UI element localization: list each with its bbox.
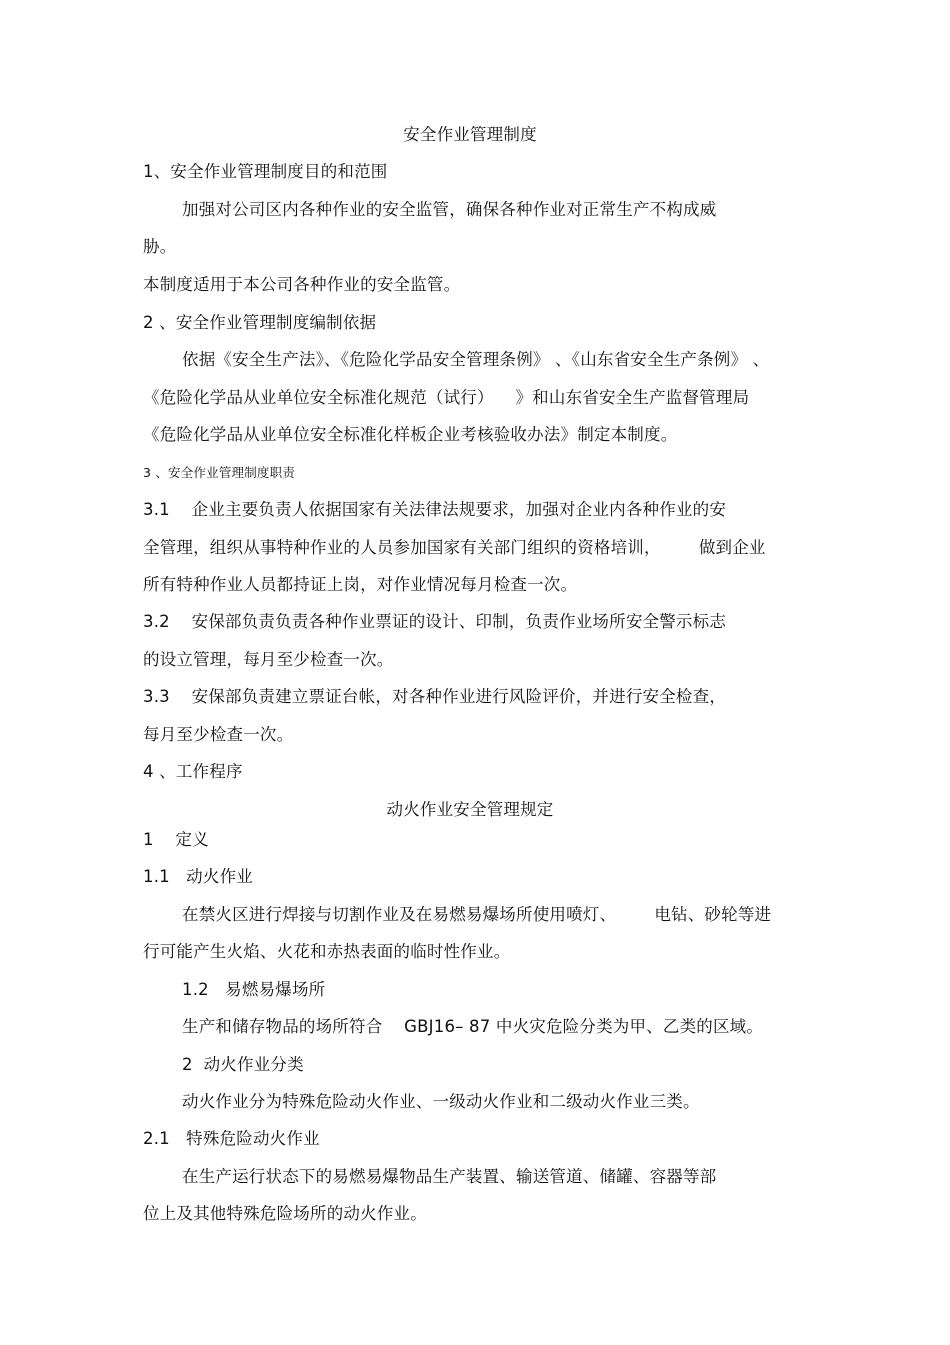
item-3-1-line-2: 全管理，组织从事特种作业的人员参加国家有关部门组织的资格培训， 做到企业 [143, 538, 766, 557]
item-3-3-line-1: 3.3 安保部负责建立票证台帐，对各种作业进行风险评价，并进行安全检查， [143, 687, 727, 706]
item-3-1-line-3: 所有特种作业人员都持证上岗，对作业情况每月检查一次。 [143, 575, 578, 594]
section-2-paragraph-line-2: 《危险化学品从业单位安全标准化规范（试行） 》和山东省安全生产监督管理局 [143, 388, 750, 407]
subtitle: 动火作业安全管理规定 [386, 800, 554, 819]
item-1-1-line-1: 在禁火区进行焊接与切割作业及在易燃易爆场所使用喷灯、 电钻、砂轮等进 [182, 905, 772, 924]
definition-heading: 1 定义 [143, 830, 209, 849]
section-1-paragraph-line-1: 加强对公司区内各种作业的安全监管，确保各种作业对正常生产不构成威 [182, 200, 717, 219]
section-3-heading: 3 、安全作业管理制度职责 [143, 465, 296, 480]
item-2-line-1: 动火作业分为特殊危险动火作业、一级动火作业和二级动火作业三类。 [182, 1092, 700, 1111]
section-1-scope: 本制度适用于本公司各种作业的安全监管。 [143, 275, 461, 294]
item-1-2-heading: 1.2 易燃易爆场所 [182, 980, 326, 999]
item-3-2-line-2: 的设立管理，每月至少检查一次。 [143, 650, 394, 669]
section-2-heading: 2 、安全作业管理制度编制依据 [143, 313, 377, 332]
section-2-paragraph-line-3: 《危险化学品从业单位安全标准化样板企业考核验收办法》制定本制度。 [143, 425, 678, 444]
item-1-1-heading: 1.1 动火作业 [143, 867, 253, 886]
section-1-heading: 1、安全作业管理制度目的和范围 [143, 162, 388, 181]
item-1-1-line-2: 行可能产生火焰、火花和赤热表面的临时性作业。 [143, 942, 511, 961]
item-3-2-line-1: 3.2 安保部负责负责各种作业票证的设计、印制，负责作业场所安全警示标志 [143, 612, 727, 631]
section-4-heading: 4 、工作程序 [143, 762, 243, 781]
item-1-2-line-1: 生产和储存物品的场所符合 GBJ16– 87 中火灾危险分类为甲、乙类的区域。 [182, 1017, 764, 1036]
item-2-1-line-1: 在生产运行状态下的易燃易爆物品生产装置、输送管道、储罐、容器等部 [182, 1167, 717, 1186]
item-2-1-heading: 2.1 特殊危险动火作业 [143, 1129, 320, 1148]
document-title: 安全作业管理制度 [403, 125, 537, 144]
section-1-paragraph-line-2: 胁。 [143, 237, 177, 256]
item-2-heading: 2 动火作业分类 [182, 1055, 304, 1074]
item-2-1-line-2: 位上及其他特殊危险场所的动火作业。 [143, 1204, 427, 1223]
item-3-1-line-1: 3.1 企业主要负责人依据国家有关法律法规要求，加强对企业内各种作业的安 [143, 500, 727, 519]
section-2-paragraph-line-1: 依据《安全生产法》、《危险化学品安全管理条例》 、《山东省安全生产条例》 、 [182, 350, 770, 369]
item-3-3-line-2: 每月至少检查一次。 [143, 725, 294, 744]
